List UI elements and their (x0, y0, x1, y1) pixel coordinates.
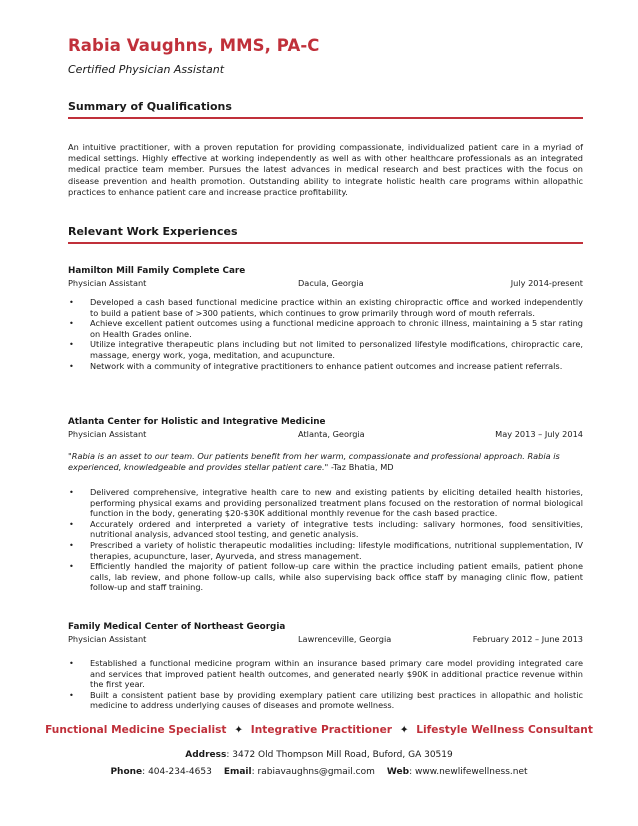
list-item: • Utilize integrative therapeutic plans including but not limited to personalized lifestyle modifications, chiropractic care, massage, energy work, yoga, meditation, and acupuncture. (69, 339, 583, 360)
address-label: Address (185, 750, 227, 760)
section-divider (68, 242, 583, 244)
list-item: • Achieve excellent patient outcomes using a functional medicine approach to chronic illness, maintaining a 5 star rating on Health Grades online. (69, 318, 583, 339)
list-item: • Established a functional medicine program within an insurance based primary care model providing integrated care and services that improved patient health outcomes, and generated nearly $90K in additional practice revenue within the first year. (69, 658, 583, 690)
job-bullets (68, 487, 583, 593)
star-separator-icon: ✦ (399, 724, 409, 736)
email-link[interactable]: rabiavaughns@gmail.com (257, 767, 375, 777)
web-label: Web (386, 767, 410, 777)
job-dates: May 2013 – July 2014 (495, 429, 583, 439)
job-location: Lawrenceville, Georgia (298, 634, 392, 644)
summary-heading: Summary of Qualifications (68, 100, 232, 113)
employer-name: Hamilton Mill Family Complete Care (68, 266, 246, 276)
list-item: • Network with a community of integrative practitioners to enhance patient outcomes and increase patient referrals. (69, 360, 563, 371)
bullet-icon: • (69, 318, 74, 329)
address-line: Address: 3472 Old Thompson Mill Road, Buford, GA 30519 (185, 750, 453, 760)
job-role: Physician Assistant (68, 429, 147, 439)
bullet-icon: • (69, 539, 74, 550)
contact-line: Phone: 404-234-4653 Email: rabiavaughns@gmail.com Web: www.newlifewellness.net (110, 767, 528, 777)
job-location: Atlanta, Georgia (298, 429, 365, 439)
specialties-banner (0, 724, 638, 736)
web-link[interactable]: www.newlifewellness.net (414, 767, 528, 777)
job-role: Physician Assistant (68, 634, 147, 644)
specialty-item: Functional Medicine Specialist (45, 724, 227, 736)
phone-value: 404-234-4653 (148, 767, 212, 777)
star-separator-icon: ✦ (234, 724, 244, 736)
section-divider (68, 117, 583, 119)
list-item: • Efficiently handled the majority of patient follow-up care within the practice including patient emails, patient phone calls, lab review, and phone follow-up calls, while also supervising back office staff by managing clinic flow, patient follow-up and staff training. (69, 561, 583, 593)
summary-text: An intuitive practitioner, with a proven reputation for providing compassionate, individualized patient care in a myriad of medical settings. Highly effective at working independently as well as with other healthcare professionals as an integrated medical practice team member. Pursues the latest advances in medical research and best practices with the focus on disease prevention and health promotion. Outstanding ability to integrate holistic health care programs within allopathic practices to enhance patient care and increase practice profitability. (68, 142, 583, 197)
list-item: • Built a consistent patient base by providing exemplary patient care utilizing best practices in allopathic and holistic medicine to address underlying causes of diseases and promote wellness. (69, 689, 583, 711)
bullet-icon: • (69, 339, 74, 350)
bullet-icon: • (69, 360, 74, 371)
job-role-line (68, 278, 583, 290)
bullet-icon: • (69, 518, 74, 529)
bullet-icon: • (69, 297, 74, 307)
candidate-name: Rabia Vaughns, MMS, PA-C (68, 36, 320, 55)
job-bullets (68, 297, 583, 371)
quote-author: -Taz Bhatia, MD (330, 462, 394, 473)
bullet-icon: • (69, 658, 74, 668)
phone-label: Phone (110, 767, 143, 777)
email-label: Email (223, 767, 252, 777)
job-bullets (68, 658, 583, 711)
job-dates: July 2014-present (510, 278, 583, 288)
candidate-title: Certified Physician Assistant (68, 63, 225, 76)
job-role-line (68, 634, 583, 646)
bullet-icon: • (69, 487, 74, 497)
job-location: Dacula, Georgia (298, 278, 364, 288)
address-value: 3472 Old Thompson Mill Road, Buford, GA 30519 (232, 750, 453, 760)
specialty-item: Lifestyle Wellness Consultant (416, 724, 593, 736)
job-role: Physician Assistant (68, 278, 147, 288)
employer-name: Atlanta Center for Holistic and Integrative Medicine (68, 417, 326, 427)
list-item: • Delivered comprehensive, integrative health care to new and existing patients by eliciting detailed health histories, performing physical exams and providing personalized treatment plans focused on the restoration of normal biological function in the body, generating $20-$30K additional monthly revenue for the cash based practice. (69, 487, 583, 519)
testimonial-quote: "Rabia is an asset to our team. Our patients benefit from her warm, compassionate and professional approach. Rabia is experienced, knowledgeable and provides stellar patient care." -Taz Bhatia, MD (68, 451, 560, 473)
specialty-item: Integrative Practitioner (250, 724, 392, 736)
experience-heading: Relevant Work Experiences (68, 225, 238, 238)
bullet-icon: • (69, 689, 74, 700)
list-item: • Developed a cash based functional medicine practice within an existing chiropractic office and worked independently to build a patient base of >300 patients, which continues to grow primarily through word of mouth referrals. (69, 297, 583, 318)
list-item: • Accurately ordered and interpreted a variety of integrative tests including: salivary hormones, food sensitivities, nutritional analysis, advanced stool testing, and genetic analysis. (69, 518, 583, 540)
employer-name: Family Medical Center of Northeast Georgia (68, 622, 286, 632)
job-dates: February 2012 – June 2013 (472, 634, 583, 644)
list-item: • Prescribed a variety of holistic therapeutic modalities including: lifestyle modifications, nutritional supplementation, IV therapies, acupuncture, laser, Ayurveda, and stress management. (69, 539, 583, 561)
bullet-icon: • (69, 561, 74, 572)
job-role-line (68, 429, 583, 441)
